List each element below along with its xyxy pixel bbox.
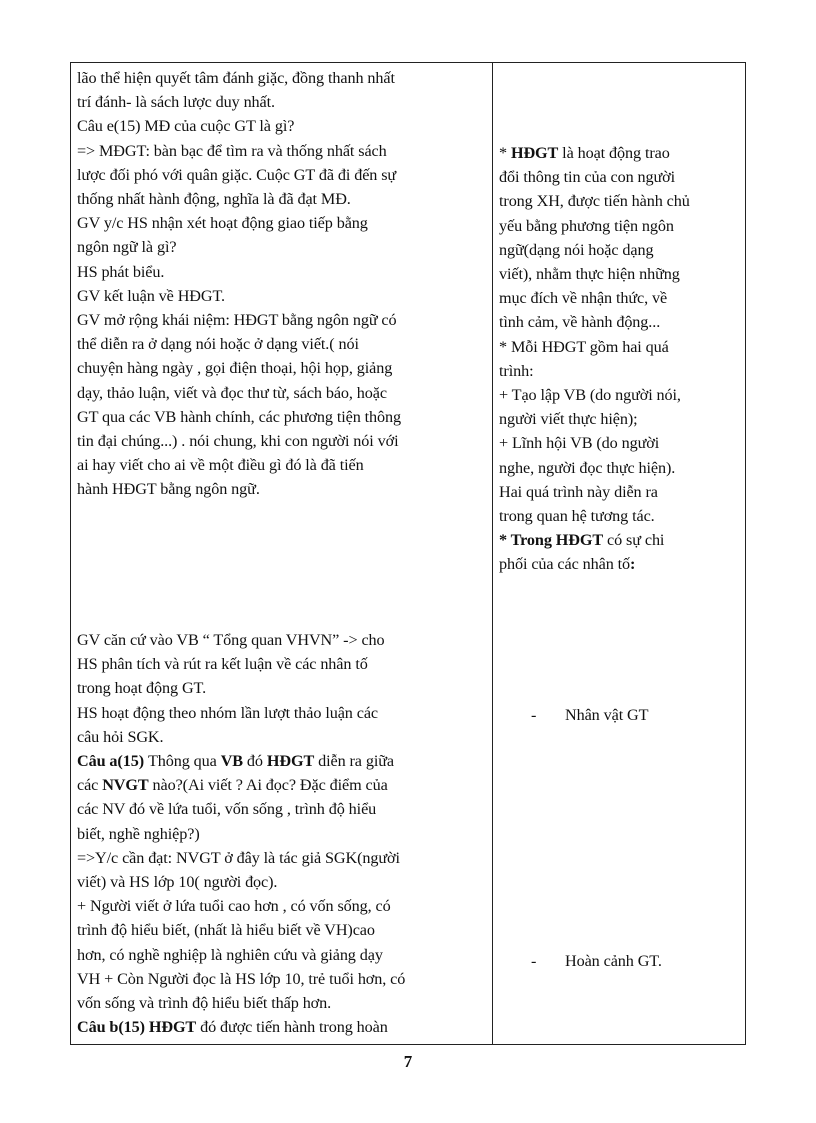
text-line: GT qua các VB hành chính, các phương tiện thông — [77, 407, 402, 426]
text-span: diễn ra giữa — [314, 752, 394, 771]
text-line: trí đánh- là sách lược duy nhất. — [77, 93, 275, 112]
text-line: viết), nhằm thực hiện những — [499, 265, 680, 284]
text-line: + Lĩnh hội VB (do người — [499, 434, 660, 453]
item-text: Nhân vật GT — [565, 706, 649, 724]
list-item — [499, 949, 743, 973]
text-line — [499, 528, 743, 552]
factor-item — [499, 949, 743, 973]
page-number: 7 — [403, 1052, 413, 1071]
text-line: ngôn ngữ là gì? — [77, 238, 177, 257]
bold-term: HĐGT — [266, 752, 315, 771]
text-span: là hoạt động trao — [558, 144, 670, 162]
bold-term: VB — [220, 752, 243, 771]
lesson-table — [70, 62, 746, 1045]
text-line: + Người viết ở lứa tuổi cao hơn , có vốn sống, có — [77, 897, 391, 916]
text-line: Hai quá trình này diễn ra — [499, 482, 658, 501]
text-line — [499, 141, 743, 165]
text-line: thống nhất hành động, nghĩa là đã đạt MĐ. — [77, 190, 351, 209]
text-line: thể diễn ra ở dạng nói hoặc ở dạng viết.( nói — [77, 335, 359, 354]
text-line: VH + Còn Người đọc là HS lớp 10, trẻ tuổi hơn, có — [77, 969, 406, 988]
text-line: đổi thông tin của con người — [499, 168, 676, 187]
dash-bullet: - — [531, 706, 537, 724]
bold-term: : — [630, 555, 636, 574]
text-line: GV y/c HS nhận xét hoạt động giao tiếp bằng — [77, 214, 368, 233]
text-line: ngữ(dạng nói hoặc dạng — [499, 240, 654, 259]
text-line: trình: — [499, 361, 534, 380]
text-line: * Mỗi HĐGT gồm hai quá — [499, 337, 669, 356]
text-line — [77, 773, 487, 797]
text-line: =>Y/c cần đạt: NVGT ở đây là tác giả SGK(người — [77, 848, 400, 867]
text-line: Câu e(15) MĐ của cuộc GT là gì? — [77, 117, 295, 136]
text-line: vốn sống và trình độ hiểu biết thấp hơn. — [77, 994, 332, 1013]
text-line: HS hoạt động theo nhóm lần lượt thảo luận các — [77, 703, 378, 722]
text-line: tình cảm, về hành động... — [499, 313, 661, 332]
text-line: hành HĐGT bằng ngôn ngữ. — [77, 480, 260, 499]
text-line — [499, 552, 743, 576]
text-line: trong quan hệ tương tác. — [499, 507, 655, 526]
text-line: dạy, thảo luận, viết và đọc thư từ, sách báo, hoặc — [77, 383, 387, 402]
text-line: GV mở rộng khái niệm: HĐGT bằng ngôn ngữ có — [77, 311, 397, 330]
text-line: tin đại chúng...) . nói chung, khi con người nói với — [77, 432, 399, 451]
text-span: Thông qua — [147, 752, 221, 771]
text-line: nghe, người đọc thực hiện). — [499, 458, 676, 477]
left-column — [77, 66, 487, 502]
question-label: Câu a(15) — [77, 752, 148, 771]
bold-term: HĐGT — [510, 144, 559, 162]
list-item — [499, 703, 743, 727]
left-column-lower — [77, 628, 487, 1039]
text-line — [77, 749, 487, 773]
text-line: + Tạo lập VB (do người nói, — [499, 386, 681, 405]
factor-item — [499, 703, 743, 727]
text-line — [77, 1015, 487, 1039]
text-line: các NV đó về lứa tuổi, vốn sống , trình độ hiểu — [77, 800, 377, 819]
text-span: đó được tiến hành trong hoàn — [196, 1018, 388, 1037]
text-line: ai hay viết cho ai về một điều gì đó là đã tiến — [77, 456, 364, 475]
text-line: chuyện hàng ngày , gọi điện thoại, hội họp, giảng — [77, 359, 393, 378]
text-line: hơn, có nghề nghiệp là nghiên cứu và giảng dạy — [77, 945, 383, 964]
text-span: có sự chi — [603, 531, 665, 550]
text-line: => MĐGT: bàn bạc để tìm ra và thống nhất sách — [77, 141, 387, 160]
column-divider — [492, 63, 493, 1044]
text-line: trong XH, được tiến hành chủ — [499, 192, 690, 211]
dash-bullet: - — [531, 952, 537, 970]
text-span: * — [499, 144, 511, 162]
bold-term: HĐGT — [148, 1018, 197, 1037]
text-line: trình độ hiểu biết, (nhất là hiểu biết về VH)cao — [77, 921, 375, 940]
text-line: mục đích về nhận thức, về — [499, 289, 668, 308]
right-column — [499, 141, 743, 577]
text-line: HS phân tích và rút ra kết luận về các nhân tố — [77, 655, 368, 674]
text-span: nào?(Ai viết ? Ai đọc? Đặc điểm của — [148, 776, 388, 795]
text-line: GV căn cứ vào VB “ Tổng quan VHVN” -> cho — [77, 631, 385, 649]
text-line: GV kết luận về HĐGT. — [77, 286, 226, 305]
text-line: câu hỏi SGK. — [77, 727, 164, 746]
text-span: đó — [242, 752, 267, 771]
text-line: lược đối phó với quân giặc. Cuộc GT đã đi đến sự — [77, 165, 397, 184]
text-line: viết) và HS lớp 10( người đọc). — [77, 873, 278, 892]
text-line: biết, nghề nghiệp?) — [77, 824, 200, 843]
text-line: HS phát biểu. — [77, 262, 165, 281]
text-span: các — [77, 776, 103, 795]
item-text: Hoàn cảnh GT. — [565, 952, 662, 970]
text-line: yếu bằng phương tiện ngôn — [499, 216, 674, 235]
bold-term: NVGT — [102, 776, 149, 795]
bold-term: HĐGT — [555, 531, 604, 550]
text-line: lão thể hiện quyết tâm đánh giặc, đồng thanh nhất — [77, 69, 395, 87]
text-line: người viết thực hiện); — [499, 410, 638, 429]
text-line: trong hoạt động GT. — [77, 679, 207, 698]
question-label: Câu b(15) — [77, 1018, 149, 1037]
bold-term: * Trong — [499, 531, 556, 550]
text-span: phối của các nhân tố — [499, 555, 631, 574]
